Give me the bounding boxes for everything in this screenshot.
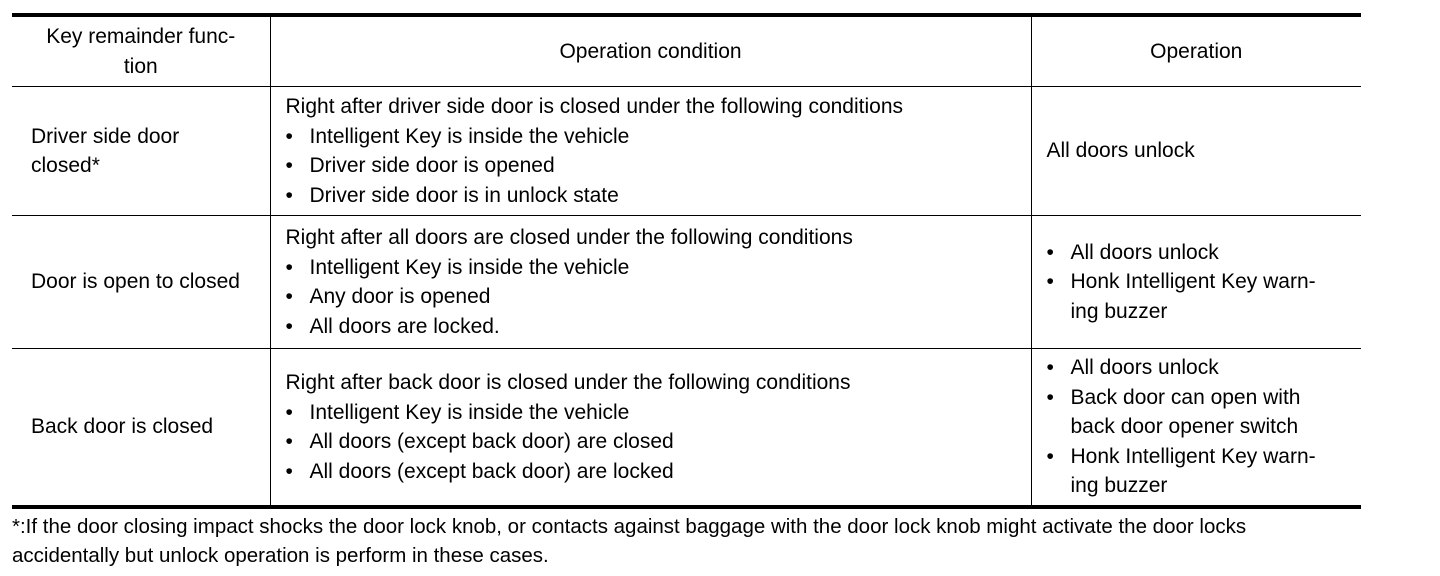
operation-line: • Honk Intelligent Key warn-	[1070, 444, 1316, 468]
operation-cell	[1031, 87, 1361, 216]
operation-text: All doors unlock	[1046, 139, 1195, 163]
header-operation-condition: Operation condition	[270, 15, 1031, 87]
list-item: • Any door is opened	[286, 282, 1021, 312]
list-item: • All doors (except back door) are closed	[286, 427, 1021, 457]
list-item: • All doors (except back door) are locked	[286, 457, 1021, 487]
condition-lead: Right after driver side door is closed under the following conditions	[285, 95, 904, 118]
function-cell	[12, 87, 270, 216]
list-item: • Intelligent Key is inside the vehicle	[286, 122, 1021, 152]
table-row	[12, 349, 1361, 508]
footnote-line2: accidentally but unlock operation is perform in these cases.	[12, 544, 549, 567]
function-line: Driver side door	[31, 124, 180, 148]
key-reminder-table	[12, 13, 1361, 509]
list-item: • Intelligent Key is inside the vehicle	[286, 398, 1021, 428]
header-operation: Operation	[1031, 15, 1361, 87]
condition-list	[286, 398, 1021, 487]
function-line: closed*	[31, 154, 100, 177]
operation-line: ing buzzer	[1070, 474, 1168, 498]
header-function-line1: Key remainder func-	[46, 25, 236, 48]
list-item: • Intelligent Key is inside the vehicle	[286, 253, 1021, 283]
table-header-row	[12, 15, 1361, 87]
condition-list	[286, 253, 1021, 342]
operation-cell	[1031, 349, 1361, 508]
header-function-line2: tion	[123, 54, 158, 78]
list-item: • All doors are locked.	[286, 312, 1021, 342]
list-item	[1047, 442, 1352, 501]
list-item	[1047, 383, 1352, 442]
list-item: • All doors unlock	[1047, 353, 1352, 383]
operation-list	[1047, 238, 1352, 327]
footnote-line1: *:If the door closing impact shocks the door lock knob, or contacts against baggage with the door lock knob might activate the door locks	[12, 515, 1247, 538]
condition-lead: Right after all doors are closed under the following conditions	[285, 226, 853, 249]
header-key-remainder-function	[12, 15, 270, 87]
function-cell: Door is open to closed	[12, 216, 270, 349]
operation-line: back door opener switch	[1070, 415, 1299, 439]
condition-list	[286, 122, 1021, 211]
condition-cell	[270, 216, 1031, 349]
table-row	[12, 216, 1361, 349]
table-row	[12, 87, 1361, 216]
list-item	[1047, 267, 1352, 326]
operation-line: • Back door can open with	[1070, 385, 1301, 409]
operation-cell	[1031, 216, 1361, 349]
operation-list	[1047, 353, 1352, 501]
list-item: • Driver side door is opened	[286, 151, 1021, 181]
footnote	[12, 512, 1432, 570]
condition-lead: Right after back door is closed under the following conditions	[285, 371, 851, 394]
condition-cell	[270, 349, 1031, 508]
list-item: • All doors unlock	[1047, 238, 1352, 268]
function-cell: Back door is closed	[12, 349, 270, 508]
list-item: • Driver side door is in unlock state	[286, 181, 1021, 211]
condition-cell	[270, 87, 1031, 216]
operation-line: • Honk Intelligent Key warn-	[1070, 270, 1316, 294]
operation-line: ing buzzer	[1070, 299, 1168, 323]
